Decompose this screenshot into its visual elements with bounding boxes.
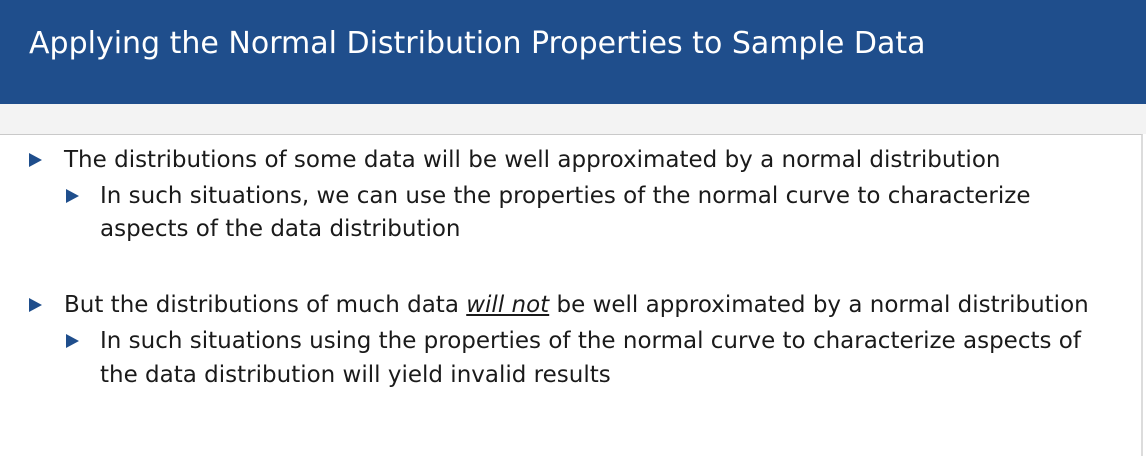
bullet-2-text: [64, 287, 1089, 323]
bullet-2-sub-line-1: In such situations using the properties of the normal curve to characterize aspects of: [100, 328, 1081, 354]
triangle-right-icon: [29, 153, 42, 167]
triangle-right-icon: [66, 334, 79, 348]
title-gap: [0, 104, 1146, 134]
bullet-2-sub-line-2: the data distribution will yield invalid results: [100, 362, 611, 388]
bullet-1-text: The distributions of some data will be well approximated by a normal distribution: [64, 147, 1001, 173]
bullet-2-emphasis: will not: [466, 292, 550, 318]
bullet-2-text-before: But the distributions of much data: [64, 292, 467, 318]
content-area: [0, 134, 1143, 456]
bullet-1-sub-line-2: aspects of the data distribution: [100, 216, 461, 242]
bullet-2-text-after: be well approximated by a normal distribution: [549, 292, 1089, 318]
triangle-right-icon: [29, 298, 42, 312]
title-bar: [0, 0, 1146, 104]
bullet-1-sub-line-1: In such situations, we can use the properties of the normal curve to characterize: [100, 183, 1031, 209]
triangle-right-icon: [66, 189, 79, 203]
slide-title: Applying the Normal Distribution Properties to Sample Data: [29, 26, 926, 61]
